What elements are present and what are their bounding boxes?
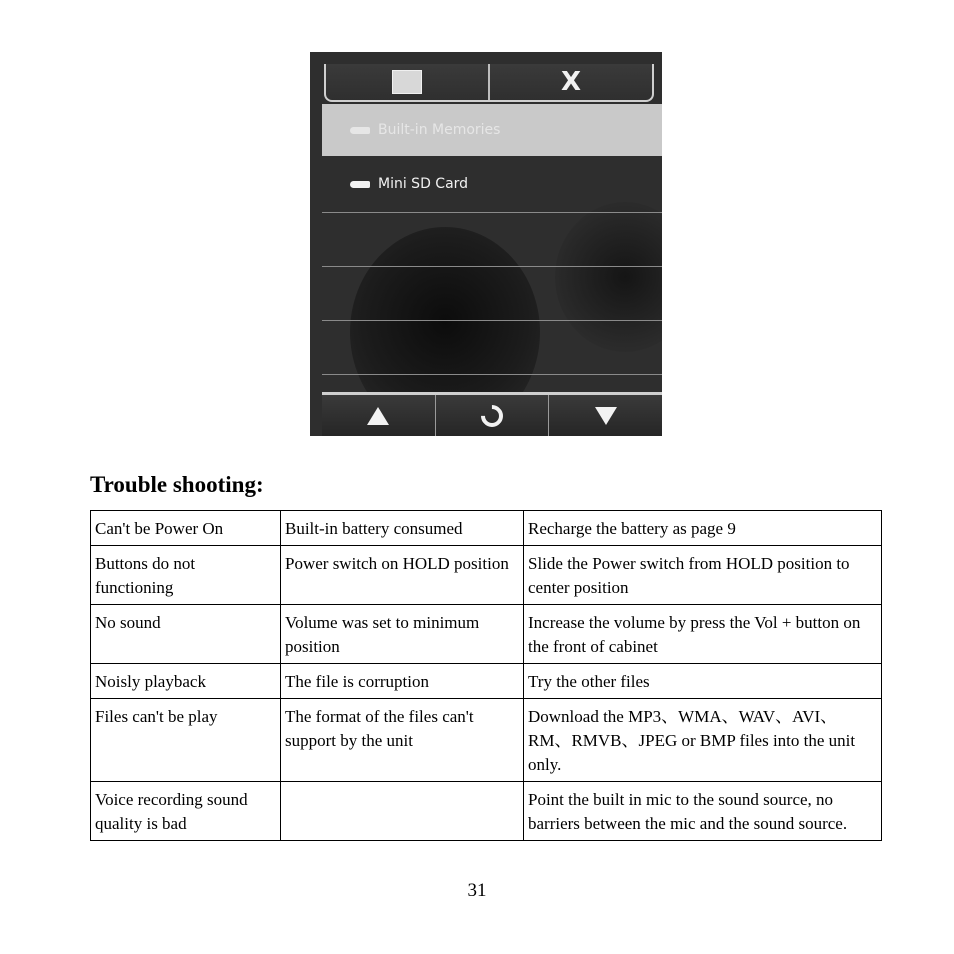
solution-cell: Try the other files <box>524 664 882 699</box>
menu-item-mini-sd-card[interactable] <box>322 158 662 210</box>
problem-cell: Files can't be play <box>91 699 281 782</box>
close-icon: X <box>560 67 582 97</box>
list-divider <box>322 266 662 267</box>
menu-item-label: Mini SD Card <box>378 176 469 192</box>
list-divider <box>322 212 662 213</box>
refresh-icon <box>476 400 507 431</box>
cause-cell: The file is corruption <box>281 664 524 699</box>
problem-cell: Noisly playback <box>91 664 281 699</box>
page-number: 31 <box>467 880 487 901</box>
cause-cell: The format of the files can't support by the unit <box>281 699 524 782</box>
solution-cell: Slide the Power switch from HOLD position to center position <box>524 546 882 605</box>
device-bottom-bar <box>322 392 662 436</box>
section-heading: Trouble shooting: <box>90 472 264 497</box>
solution-cell: Recharge the battery as page 9 <box>524 511 882 546</box>
refresh-button[interactable] <box>435 395 549 436</box>
memory-card-icon <box>392 70 422 94</box>
solution-cell: Point the built in mic to the sound source, no barriers between the mic and the sound source. <box>524 782 882 841</box>
problem-cell: Voice recording sound quality is bad <box>91 782 281 841</box>
cause-cell: Volume was set to minimum position <box>281 605 524 664</box>
table-row <box>91 546 882 605</box>
solution-cell: Increase the volume by press the Vol + button on the front of cabinet <box>524 605 882 664</box>
table-row <box>91 782 882 841</box>
device-top-bar <box>324 64 654 102</box>
table-row <box>91 511 882 546</box>
problem-cell: No sound <box>91 605 281 664</box>
device-screenshot <box>310 52 662 436</box>
scroll-down-button[interactable] <box>548 395 662 436</box>
storage-icon <box>350 181 370 188</box>
problem-cell: Can't be Power On <box>91 511 281 546</box>
background-shape <box>555 202 662 352</box>
cause-cell: Power switch on HOLD position <box>281 546 524 605</box>
memory-button[interactable] <box>326 64 488 100</box>
cause-cell: Built-in battery consumed <box>281 511 524 546</box>
table-row <box>91 664 882 699</box>
menu-item-built-in-memories[interactable] <box>322 104 662 156</box>
menu-item-label: Built-in Memories <box>378 122 501 138</box>
cause-cell <box>281 782 524 841</box>
list-divider <box>322 320 662 321</box>
table-row <box>91 605 882 664</box>
solution-cell: Download the MP3、WMA、WAV、AVI、RM、RMVB、JPEG or BMP files into the unit only. <box>524 699 882 782</box>
storage-icon <box>350 127 370 134</box>
list-divider <box>322 374 662 375</box>
arrow-up-icon <box>367 407 389 425</box>
close-button[interactable] <box>488 64 652 100</box>
scroll-up-button[interactable] <box>322 395 435 436</box>
problem-cell: Buttons do not functioning <box>91 546 281 605</box>
table-row <box>91 699 882 782</box>
arrow-down-icon <box>595 407 617 425</box>
troubleshooting-table <box>90 510 882 841</box>
